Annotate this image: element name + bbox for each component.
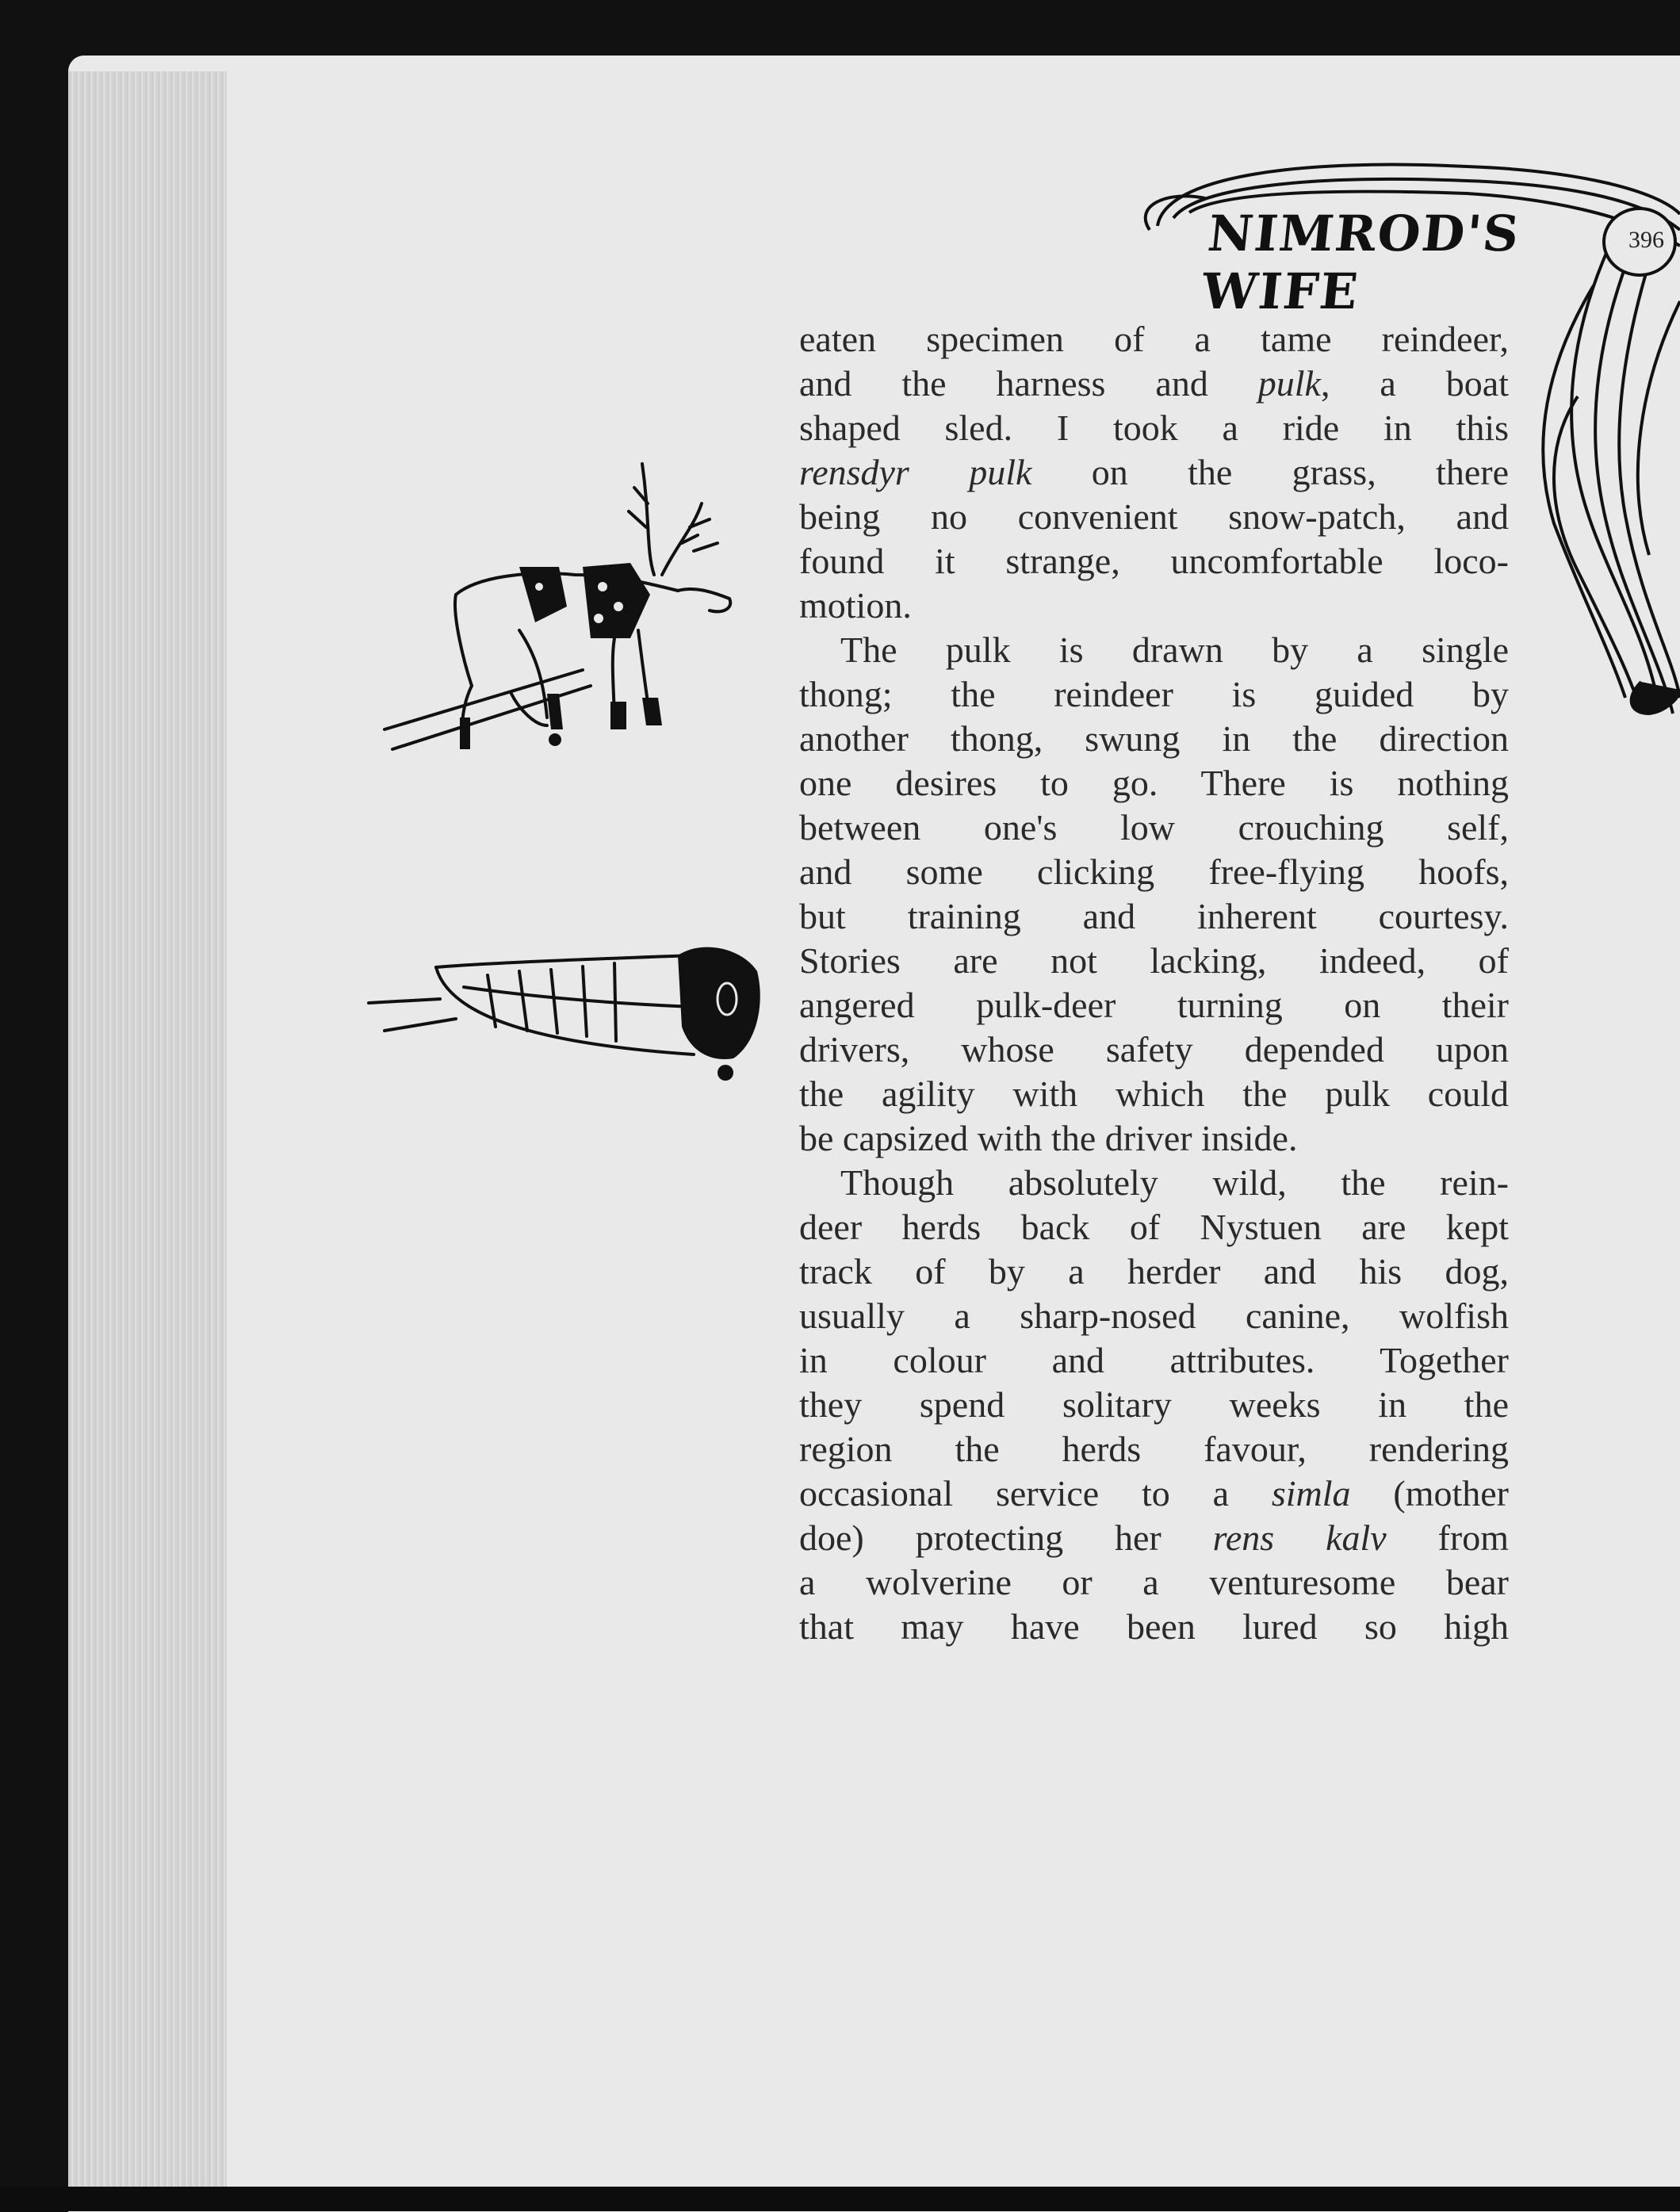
text-line: shaped sled. I took a ride in this [799,408,1509,448]
bottom-border [0,2187,1680,2211]
text-line: doe) protecting her rens kalv from [799,1517,1509,1558]
text-line: The pulk is drawn by a single [840,630,1509,670]
text-line: be capsized with the driver inside. [799,1118,1298,1158]
text-line: that may have been lured so high [799,1606,1509,1647]
page-number: 396 [1628,227,1664,253]
text-line: angered pulk-deer turning on their [799,985,1509,1025]
text-line: motion. [799,585,912,626]
text-line: Though absolutely wild, the rein- [840,1162,1509,1203]
body-text [799,317,1509,1649]
text-line: the agility with which the pulk could [799,1073,1509,1114]
text-line: found it strange, uncomfortable loco- [799,541,1509,581]
running-head: NIMROD'S WIFE [1199,205,1524,320]
text-line: they spend solitary weeks in the [799,1384,1509,1425]
text-line: track of by a herder and his dog, [799,1251,1509,1292]
text-line: and some clicking free-flying hoofs, [799,852,1509,892]
text-line: deer herds back of Nystuen are kept [799,1207,1509,1247]
text-line: region the herds favour, rendering [799,1429,1509,1469]
text-line: another thong, swung in the direction [799,718,1509,759]
text-line: usually a sharp-nosed canine, wolfish [799,1295,1509,1336]
text-line: but training and inherent courtesy. [799,896,1509,936]
text-line: a wolverine or a venturesome bear [799,1562,1509,1602]
sled-illustration [361,932,773,1090]
text-line: thong; the reindeer is guided by [799,674,1509,714]
text-line: eaten specimen of a tame reindeer, [799,319,1509,359]
text-line: one desires to go. There is nothing [799,763,1509,803]
text-line: drivers, whose safety depended upon [799,1029,1509,1070]
text-line: rensdyr pulk on the grass, there [799,452,1509,492]
text-line: being no convenient snow-patch, and [799,496,1509,537]
reindeer-illustration [377,456,773,773]
text-line: occasional service to a simla (mother [799,1473,1509,1514]
text-line: Stories are not lacking, indeed, of [799,940,1509,981]
text-line: between one's low crouching self, [799,807,1509,848]
page-edges [68,71,227,2204]
text-line: in colour and attributes. Together [799,1340,1509,1380]
text-line: and the harness and pulk, a boat [799,363,1509,404]
